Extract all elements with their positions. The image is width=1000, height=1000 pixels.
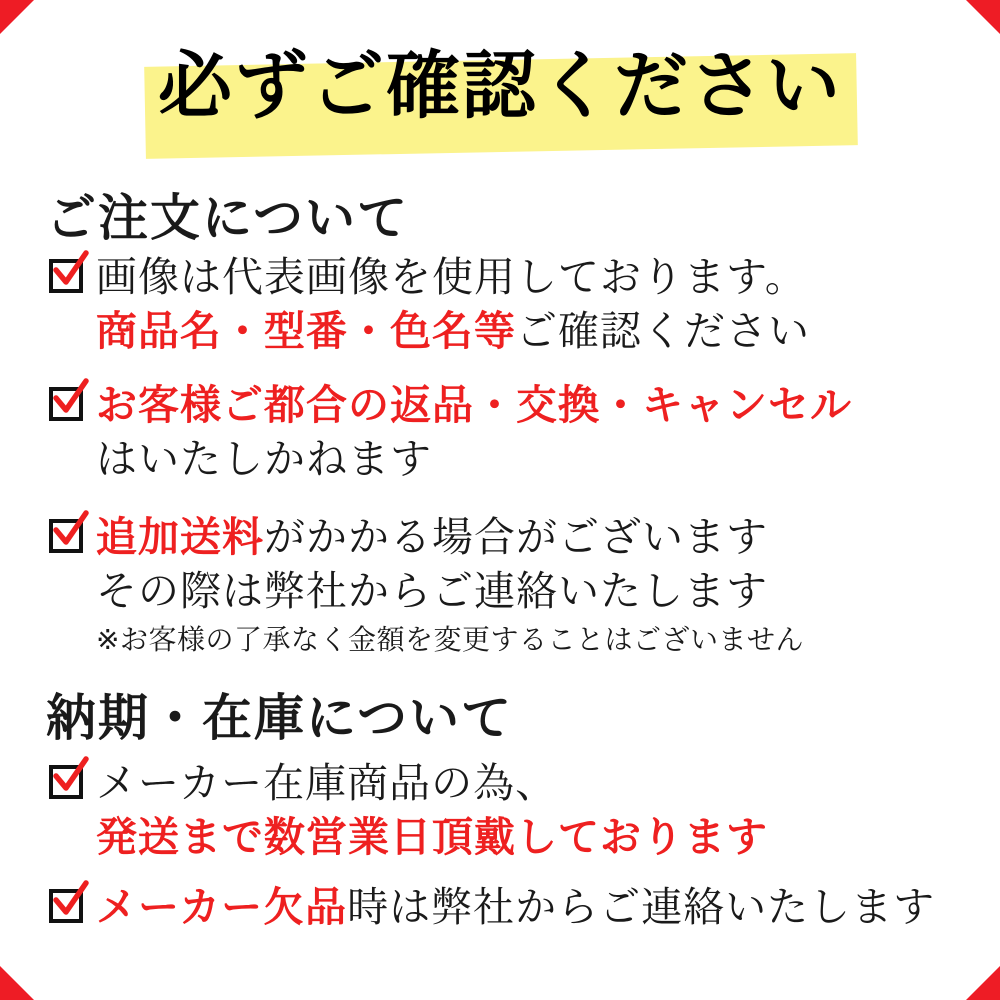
check-mark-icon [50, 880, 90, 920]
checklist-line-red: 追加送料 [96, 513, 264, 561]
corner-wedge-bottom-left-icon [0, 966, 34, 1000]
section-heading-order: ご注文について [46, 189, 409, 247]
checklist-line [96, 880, 966, 934]
checklist-line [96, 304, 966, 358]
checklist-item [46, 510, 966, 659]
page-title-text: 必ずご確認ください [158, 43, 842, 129]
checklist-line: その際は弊社からご連絡いたします [96, 567, 768, 616]
checkbox-checked-icon [46, 762, 88, 804]
checklist-item [46, 880, 966, 934]
checklist-line-red: 商品名・型番・色名等 [96, 307, 516, 356]
checklist-line: メーカー在庫商品の為、 [96, 759, 558, 807]
check-mark-icon [50, 378, 90, 418]
checklist-item [46, 378, 966, 486]
corner-wedge-top-left-icon [0, 0, 34, 34]
checklist-item-text [88, 880, 966, 934]
checklist-item-text [88, 756, 966, 864]
page-title [0, 42, 1000, 127]
corner-wedge-bottom-right-icon [966, 966, 1000, 1000]
section-heading-stock: 納期・在庫について [46, 689, 513, 747]
checklist-line-black: 時は弊社からご連絡いたします [347, 883, 936, 931]
checklist-line-red: メーカー欠品 [96, 883, 348, 931]
checklist-item-text [88, 250, 966, 358]
check-mark-icon [50, 510, 90, 550]
checklist-line: お客様ご都合の返品・交換・キャンセル [96, 381, 852, 429]
checklist-line: 画像は代表画像を使用しております。 [96, 253, 807, 301]
checklist-item-text [88, 510, 966, 659]
checklist-item-text [88, 378, 966, 486]
corner-wedge-top-right-icon [966, 0, 1000, 34]
checklist-line-black: ご確認ください [516, 307, 810, 356]
checklist-line [96, 510, 966, 564]
check-mark-icon [50, 756, 90, 796]
check-mark-icon [50, 250, 90, 290]
checklist-note: ※お客様の了承なく金額を変更することはございません [96, 623, 804, 657]
checkbox-checked-icon [46, 886, 88, 928]
checkbox-checked-icon [46, 256, 88, 298]
checklist-item [46, 756, 966, 864]
checklist-line: 発送まで数営業日頂戴しております [96, 813, 768, 862]
checkbox-checked-icon [46, 384, 88, 426]
checkbox-checked-icon [46, 516, 88, 558]
checklist-item [46, 250, 966, 358]
checklist-line: はいたしかねます [96, 435, 432, 484]
checklist-line-black: がかかる場合がございます [264, 513, 768, 561]
